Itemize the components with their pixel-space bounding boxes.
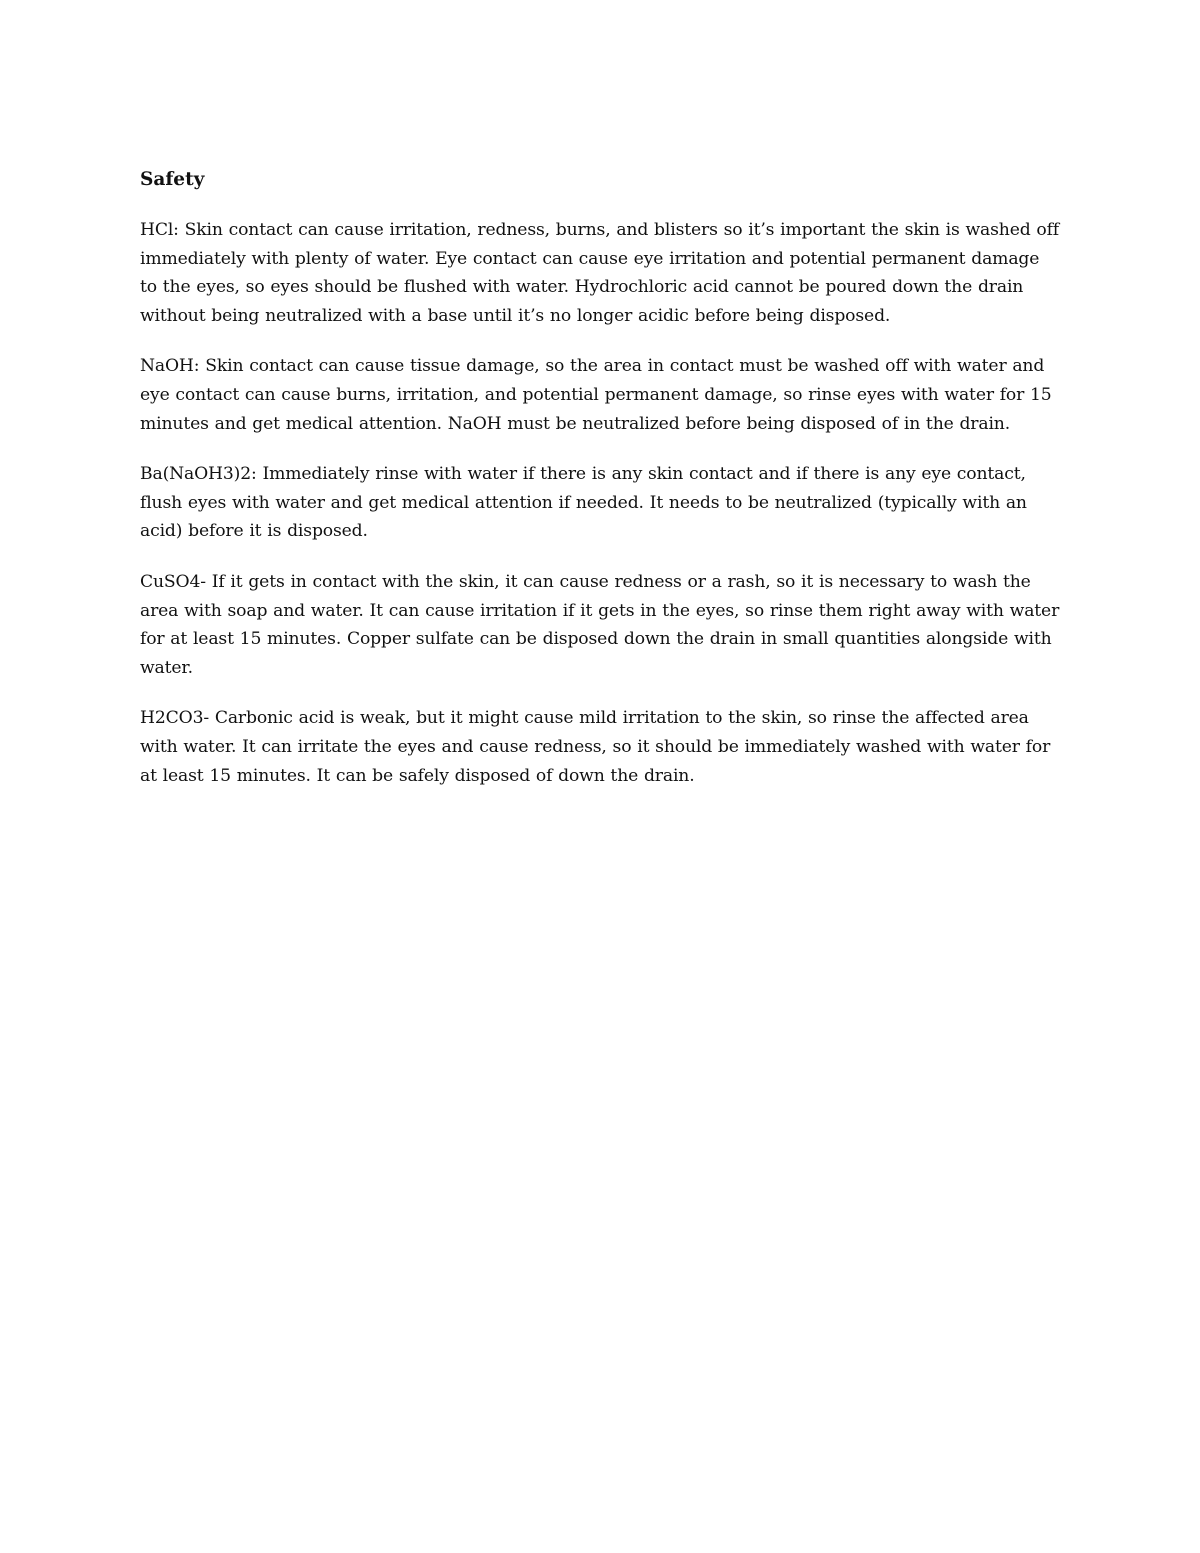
section-heading: Safety [140, 169, 205, 190]
paragraph-hcl: HCl: Skin contact can cause irritation, redness, burns, and blisters so it’s important the skin is washed off immediately with plenty of water. Eye contact can cause eye irritation and potential permanent damage to the eyes, so eyes should be flushed with water. Hydrochloric acid cannot be poured down the drain without being neutralized with a base until it’s no longer acidic before being disposed. [140, 220, 1060, 326]
document-body [140, 166, 1060, 812]
paragraph-ba-naoh3-2: Ba(NaOH3)2: Immediately rinse with water if there is any skin contact and if there is any eye contact, flush eyes with water and get medical attention if needed. It needs to be neutralized (typically with an acid) before it is disposed. [140, 464, 1027, 542]
paragraph-naoh: NaOH: Skin contact can cause tissue damage, so the area in contact must be washed off with water and eye contact can cause burns, irritation, and potential permanent damage, so rinse eyes with water for 15 minutes and get medical attention. NaOH must be neutralized before being disposed of in the drain. [140, 356, 1052, 434]
paragraph-cuso4: CuSO4- If it gets in contact with the skin, it can cause redness or a rash, so it is necessary to wash the area with soap and water. It can cause irritation if it gets in the eyes, so rinse them right away with water for at least 15 minutes. Copper sulfate can be disposed down the drain in small quantities alongside with water. [140, 571, 1060, 678]
paragraph-h2co3: H2CO3- Carbonic acid is weak, but it might cause mild irritation to the skin, so rinse the affected area with water. It can irritate the eyes and cause redness, so it should be immediately washed with water for at least 15 minutes. It can be safely disposed of down the drain. [140, 708, 1051, 786]
